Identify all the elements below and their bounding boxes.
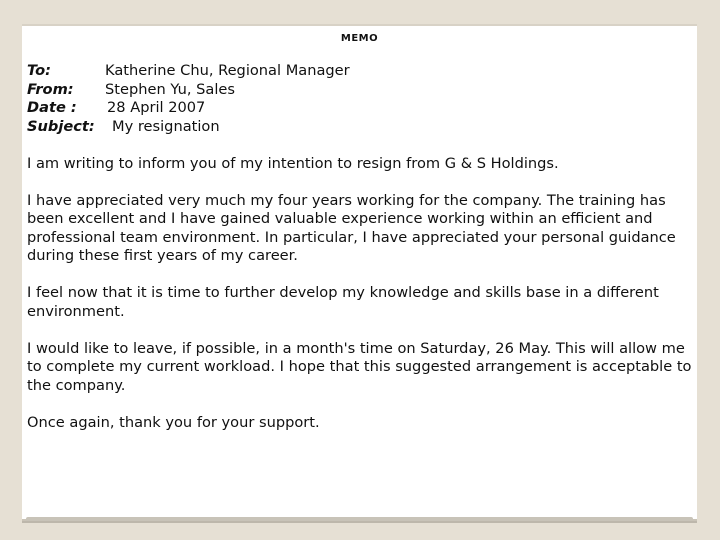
memo-paragraph-2: I have appreciated very much my four years working for the company. The training has been excellent and I have gained valuable experience working within an efficient and professional team environment. In particular, I have appreciated your personal guidance during these first years of my career. [27,191,676,264]
header-subject-label: Subject: [27,117,95,135]
header-to-label: To: [27,62,51,79]
header-to-value: Katherine Chu, Regional Manager [105,62,350,79]
header-from-value: Stephen Yu, Sales [105,80,235,98]
slide-bottom-bar [26,517,693,521]
memo-paragraph-1: I am writing to inform you of my intention to resign from G & S Holdings. [27,154,559,172]
header-from-label: From: [27,80,74,98]
header-to [27,62,695,81]
memo-slide [22,24,697,519]
memo-paragraph-5: Once again, thank you for your support. [27,413,320,431]
memo-content [27,62,695,451]
header-date-label: Date : [27,99,77,116]
header-subject [27,118,695,137]
memo-paragraph-3: I feel now that it is time to further develop my knowledge and skills base in a different environment. [27,284,659,320]
header-from [27,81,695,100]
header-date [27,99,695,118]
memo-paragraph-4: I would like to leave, if possible, in a month's time on Saturday, 26 May. This will allow me to complete my current workload. I hope that this suggested arrangement is acceptable to the company. [27,339,692,394]
memo-title: MEMO [340,33,379,44]
header-date-value: 28 April 2007 [107,99,206,116]
header-subject-value: My resignation [112,117,220,135]
